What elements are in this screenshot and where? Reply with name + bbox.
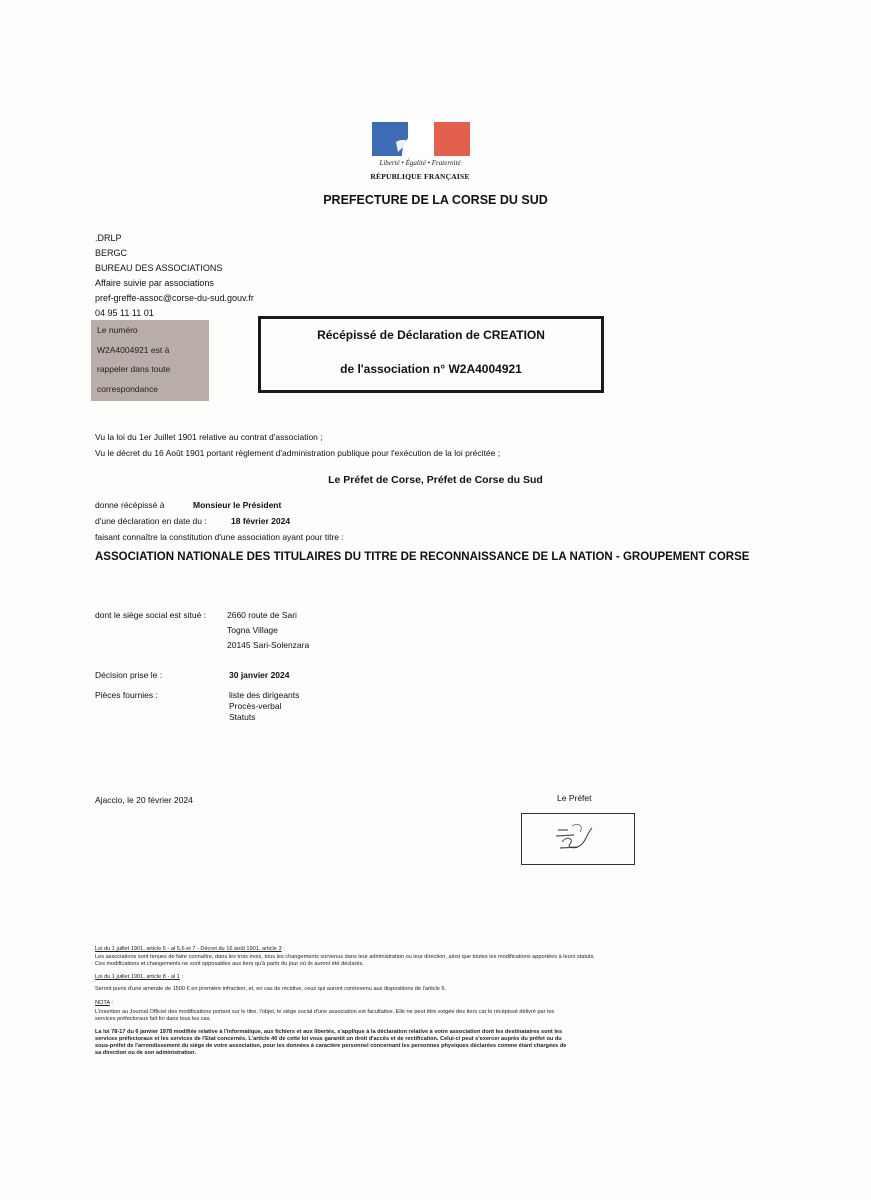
data-protection-text: La loi 78-17 du 6 janvier 1978 modifiée relative à l'informatique, aux fichiers et aux libertés, s'applique à la déclaration relative à votre association dont les destinataires sont les: [95, 1029, 563, 1035]
legal-reference-text: Loi du 1 juillet 1901, article 5 - al 5,6 et 7 - Décret du 16 août 1901, article 3: [95, 946, 282, 952]
marianne-flag-icon: [372, 122, 470, 156]
reference-reminder-box: [91, 320, 209, 401]
seat-address-line: 2660 route de Sari: [227, 610, 297, 620]
reminder-line: Le numéro: [97, 325, 138, 335]
reminder-line: rappeler dans toute: [97, 364, 171, 374]
legal-reference-text: Loi du 1 juillet 1901, article 8 - al 1: [95, 974, 180, 980]
legal-reference-2: [95, 974, 183, 981]
receipt-title-box: [258, 316, 604, 393]
note-label: [95, 1000, 113, 1007]
legal-reference-1: [95, 946, 285, 953]
legal-text: L'insertion au Journal Officiel des modifications portant sur le titre, l'objet, le siège social d'une association est facultative. Elle ne peut être exigée des tiers car le récépissé délivré par les: [95, 1009, 555, 1015]
signature-stamp-icon: [522, 814, 634, 864]
motto: Liberté • Égalité • Fraternité: [379, 159, 461, 167]
document-item: Statuts: [229, 712, 256, 722]
gives-receipt-label: donne récépissé à: [95, 500, 165, 510]
legal-text: Les associations sont tenues de faire connaître, dans les trois mois, tous les changements survenus dans leur administration ou leur direction, ainsi que toutes les modifications apportées à leurs statuts.: [95, 954, 595, 960]
receipt-title: Récépissé de Déclaration de CREATION: [317, 328, 545, 342]
seat-address-line: 20145 Sari-Solenzara: [227, 640, 310, 650]
service-email: pref-greffe-assoc@corse-du-sud.gouv.fr: [95, 293, 254, 303]
service-line: BUREAU DES ASSOCIATIONS: [95, 263, 223, 273]
legal-reference-suffix: :: [179, 974, 183, 980]
signature-box: [521, 813, 635, 865]
service-line: Affaire suivie par associations: [95, 278, 214, 288]
document-item: liste des dirigeants: [229, 690, 300, 700]
reminder-line: correspondance: [97, 383, 158, 394]
service-phone: 04 95 11 11 01: [95, 308, 154, 318]
reminder-line: W2A4004921 est à: [97, 344, 170, 355]
authority-title: Le Préfet de Corse, Préfet de Corse du Sud: [328, 474, 543, 486]
note-label-text: NOTA: [95, 1000, 110, 1006]
data-protection-text: sous-préfet de l'arrondissement du siège de votre association, pour les données à caractère personnel concernant les personnes physiques déclarées comme étant chargées de: [95, 1043, 567, 1049]
decision-date: 30 janvier 2024: [229, 670, 290, 680]
legal-reference-suffix: :: [281, 946, 285, 952]
recipient: Monsieur le Président: [193, 500, 282, 510]
seat-label: dont le siège social est situé :: [95, 610, 207, 620]
documents-label: Pièces fournies :: [95, 690, 158, 700]
declaration-date-label: d'une déclaration en date du :: [95, 516, 207, 526]
declaration-date: 18 février 2024: [231, 516, 291, 526]
consideration-decree: Vu le décret du 16 Août 1901 portant règlement d'administration publique pour l'exécution de la loi précitée ;: [95, 448, 501, 458]
service-line: BERGC: [95, 248, 128, 258]
decision-label: Décision prise le :: [95, 670, 163, 680]
consideration-law: Vu la loi du 1er Juillet 1901 relative au contrat d'association ;: [95, 432, 323, 442]
prefecture-title: PREFECTURE DE LA CORSE DU SUD: [323, 193, 548, 207]
republic-logo: [366, 122, 474, 184]
signatory-title: Le Préfet: [557, 793, 592, 803]
place-and-date: Ajaccio, le 20 février 2024: [95, 795, 193, 805]
legal-text: Ces modifications et changements ne sont opposables aux tiers qu'à partir du jour où ils auront été déclarés.: [95, 961, 364, 967]
republic-label: RÉPUBLIQUE FRANÇAISE: [370, 172, 470, 181]
legal-text: services préfectoraux fait foi dans tous les cas.: [95, 1016, 211, 1022]
data-protection-text: sa direction ou de son administration.: [95, 1050, 197, 1056]
service-block: [95, 231, 254, 321]
association-name: ASSOCIATION NATIONALE DES TITULAIRES DU TITRE DE RECONNAISSANCE DE LA NATION - GROUPEMENT CORSE: [95, 551, 750, 563]
receipt-association-number: de l'association n° W2A4004921: [340, 362, 522, 376]
legal-text: Seront punis d'une amende de 1500 € en première infraction, et, en cas de récidive, ceux qui auront contrevenu aux dispositions de l'article 5.: [95, 986, 447, 992]
seat-address-line: Togna Village: [227, 625, 278, 635]
purpose-label: faisant connaître la constitution d'une association ayant pour titre :: [95, 532, 344, 542]
document-item: Procès-verbal: [229, 701, 282, 711]
data-protection-text: services préfectoraux et les services de l'Etat concernés. L'article 40 de cette loi vous garantit un droit d'accès et de rectification. Celui-ci peut s'exercer auprès du préfet ou du: [95, 1036, 562, 1042]
service-line: .DRLP: [95, 233, 122, 243]
note-label-suffix: :: [109, 1000, 113, 1006]
